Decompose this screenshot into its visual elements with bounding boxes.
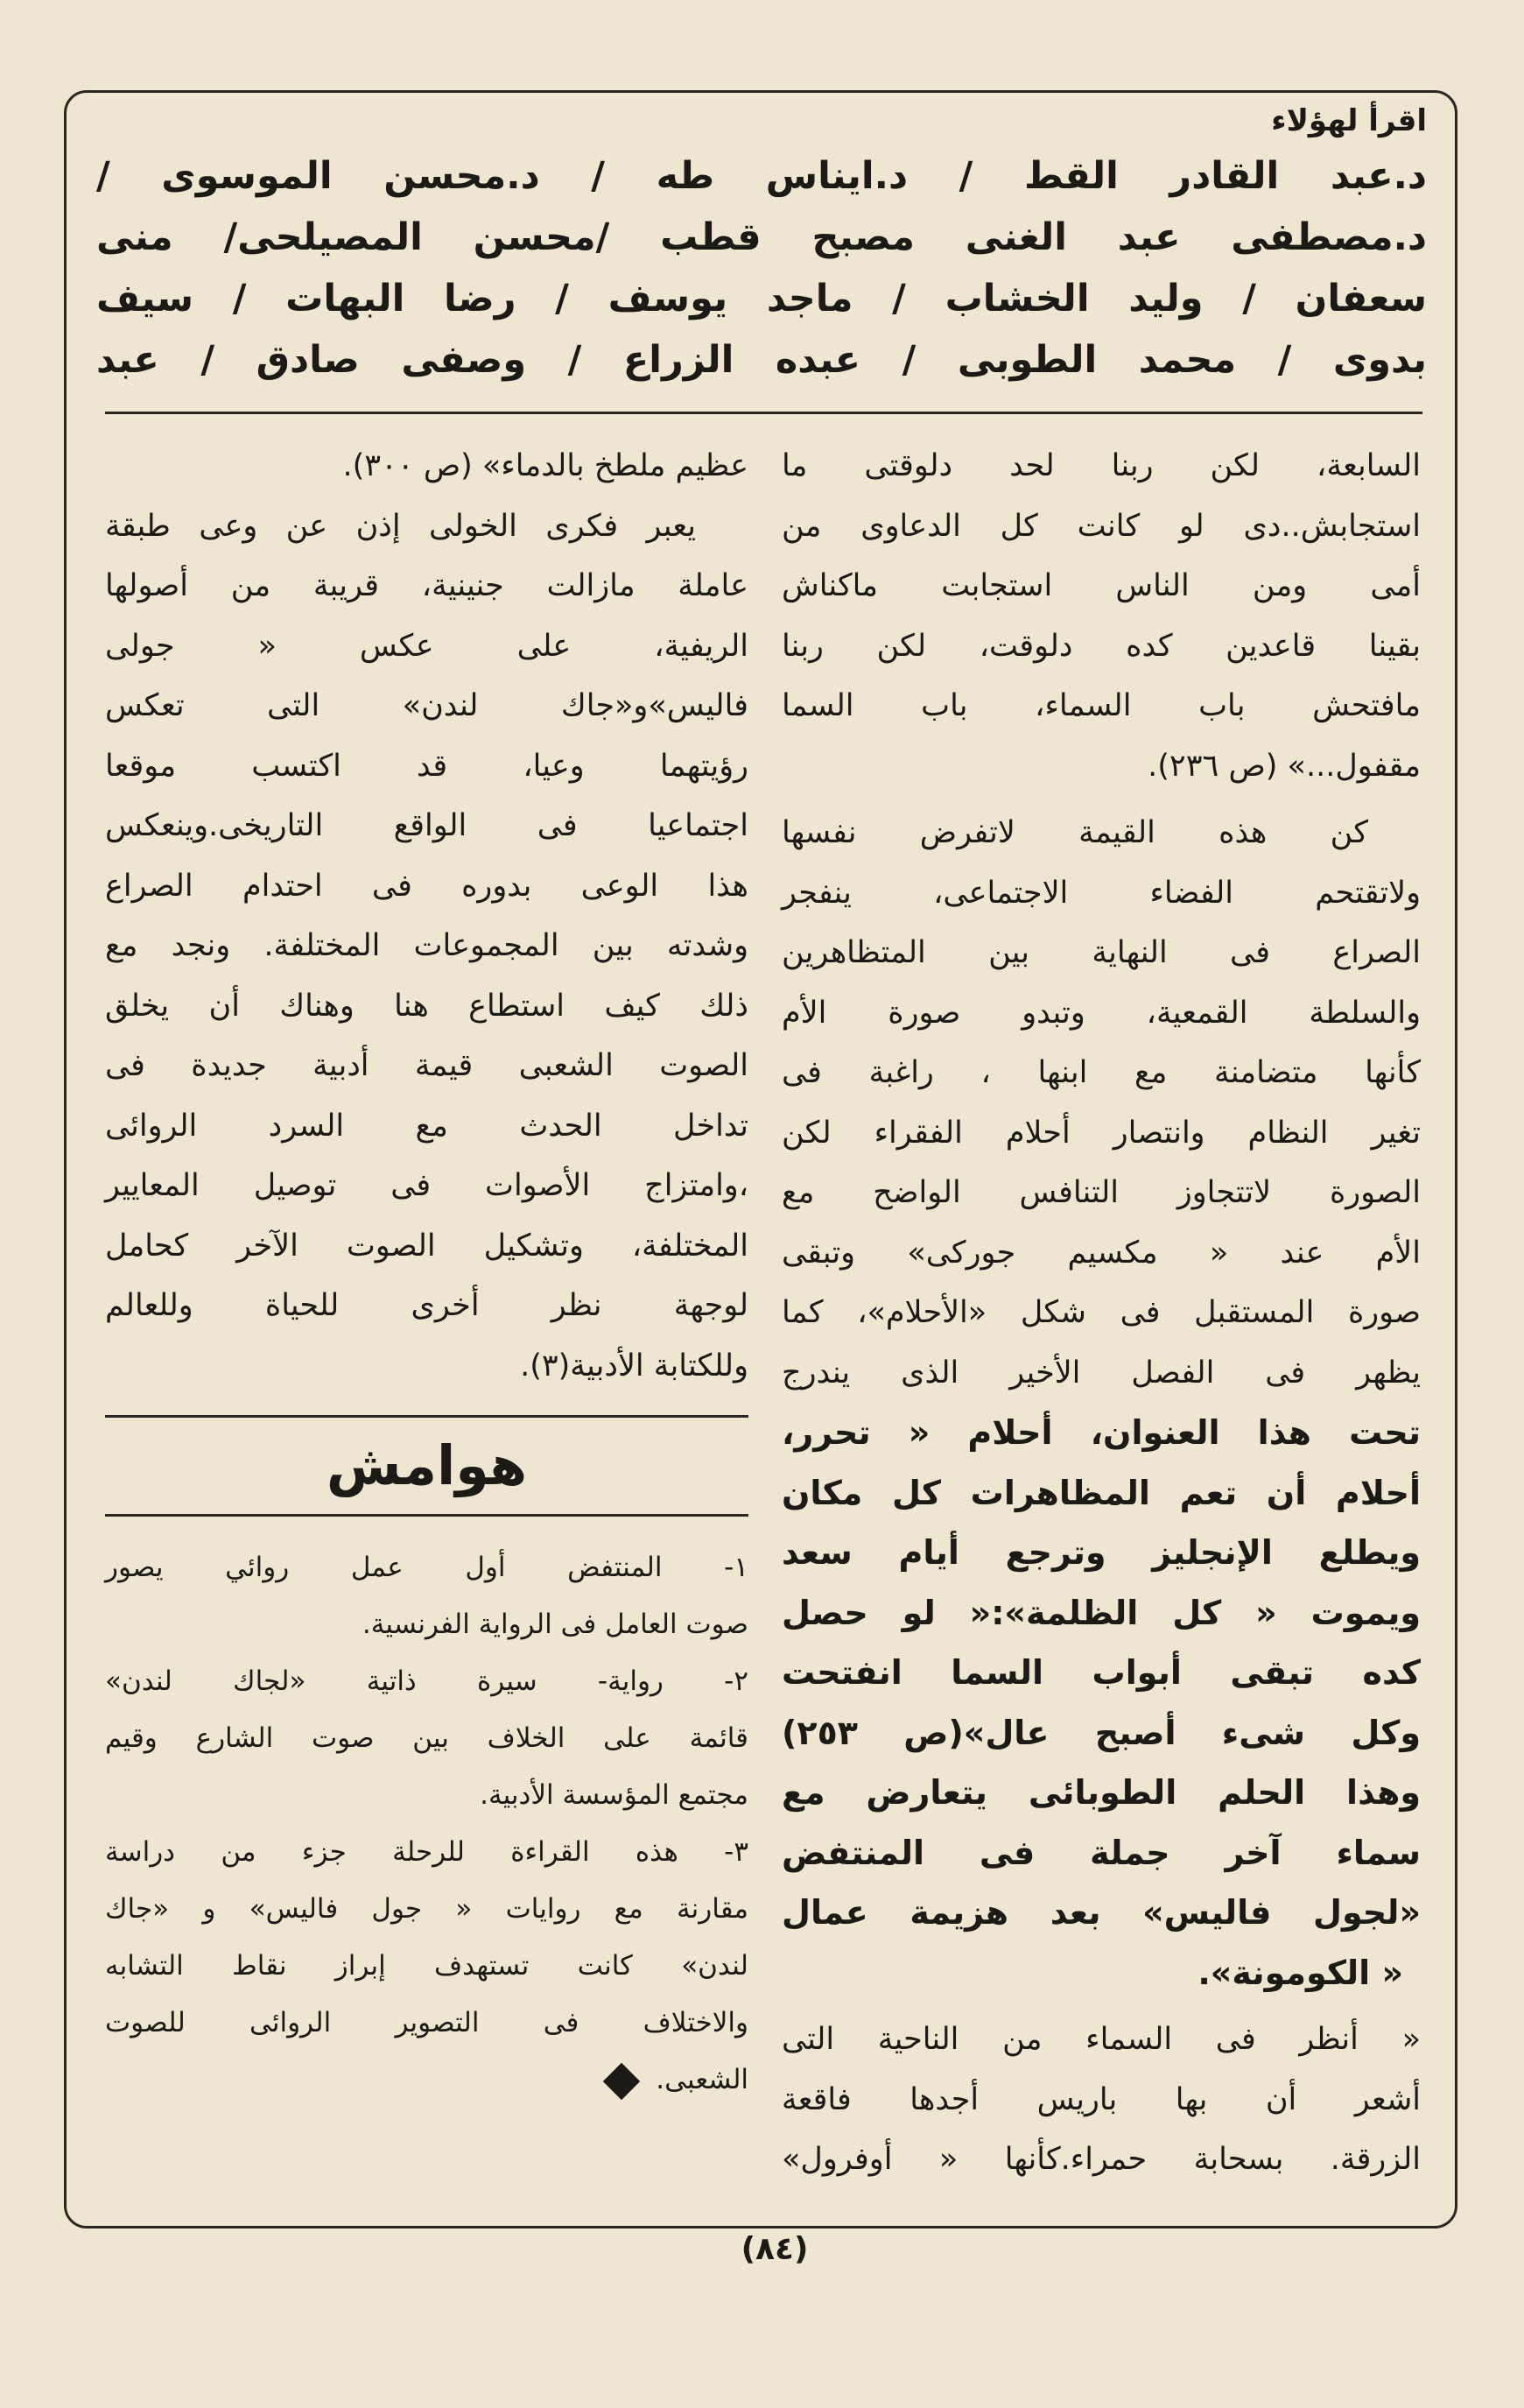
quote-line: وكل شىء أصبح عال»(ص ٢٥٣): [782, 1713, 1421, 1752]
article-column-left: [105, 436, 748, 2109]
text-line: صورة المستقبل فى شكل «الأحلام»، كما: [782, 1295, 1421, 1330]
text-line: أشعر أن بها باريس أجدها فاقعة: [782, 2081, 1421, 2117]
text-line: يعبر فكرى الخولى إذن عن وعى طبقة: [105, 508, 696, 544]
text-line: عظيم ملطخ بالدماء» (ص ٣٠٠).: [342, 448, 748, 483]
text-line: المختلفة، وتشكيل الصوت الآخر كحامل: [105, 1228, 748, 1264]
quote-line: أحلام أن تعم المظاهرات كل مكان: [782, 1473, 1421, 1512]
text-line: يظهر فى الفصل الأخير الذى يندرج: [782, 1355, 1421, 1391]
text-line: هذا الوعى بدوره فى احتدام الصراع: [105, 868, 748, 904]
banner-line: د.عبد القادر القط / د.ايناس طه / د.محسن الموسوى /: [96, 154, 1427, 198]
text-line: السابعة، لكن ربنا لحد دلوقتى ما: [782, 448, 1421, 483]
text-line: الريفية، على عكس « جولى: [105, 628, 748, 664]
footnote-line: لندن» كانت تستهدف إبراز نقاط التشابه: [105, 1950, 748, 1982]
text-line: عاملة مازالت جنينية، قريبة من أصولها: [105, 568, 748, 603]
text-line: رؤيتهما وعيا، قد اكتسب موقعا: [105, 748, 748, 784]
banner-read-these: [96, 103, 1427, 410]
quote-line: ويموت « كل الظلمة»:« لو حصل: [782, 1593, 1421, 1632]
article-column-right: [782, 436, 1421, 2190]
quote-line: كده تبقى أبواب السما انفتحت: [782, 1653, 1421, 1692]
text-line: ولاتقتحم الفضاء الاجتماعى، ينفجر: [782, 875, 1421, 911]
text-line: ،وامتزاج الأصوات فى توصيل المعايير: [105, 1168, 748, 1203]
text-line: اجتماعيا فى الواقع التاريخى.وينعكس: [105, 808, 748, 843]
footnote-text: الشعبى.: [656, 2064, 748, 2095]
text-line: فاليس»و«جاك لندن» التى تعكس: [105, 688, 748, 723]
text-line: وللكتابة الأدبية(٣).: [520, 1348, 748, 1384]
text-line: وشدته بين المجموعات المختلفة. ونجد مع: [105, 928, 748, 963]
banner-divider: [105, 412, 1422, 414]
quote-line: « الكومونة».: [1197, 1953, 1403, 1992]
banner-line: د.مصطفى عبد الغنى مصبح قطب /محسن المصيلحى/ منى: [96, 215, 1427, 259]
footnote-line: ٣- هذه القراءة للرحلة جزء من دراسة: [105, 1836, 748, 1868]
text-line: الصورة لاتتجاوز التنافس الواضح مع: [782, 1175, 1421, 1210]
banner-line: سعفان / وليد الخشاب / ماجد يوسف / رضا البهات / سيف: [96, 277, 1427, 320]
quote-line: وهذا الحلم الطوبائى يتعارض مع: [782, 1773, 1421, 1812]
footnote-last-line: [105, 2052, 748, 2109]
text-line: الزرقة. بسحابة حمراء.كأنها « أوفرول»: [782, 2142, 1421, 2177]
text-line: كأنها متضامنة مع ابنها ، راغبة فى: [782, 1055, 1421, 1090]
footnote-line: ٢- رواية- سيرة ذاتية «لجاك لندن»: [105, 1665, 748, 1697]
footnote-line: صوت العامل فى الرواية الفرنسية.: [362, 1609, 748, 1640]
text-line: مافتحش باب السماء، باب السما: [782, 688, 1421, 723]
text-line: لوجهة نظر أخرى للحياة وللعالم: [105, 1288, 748, 1323]
end-of-article-diamond-icon: [603, 2062, 640, 2099]
page-number: (٨٤): [741, 2231, 809, 2267]
footnote-line: مجتمع المؤسسة الأدبية.: [480, 1779, 748, 1811]
text-line: « أنظر فى السماء من الناحية التى: [782, 2022, 1421, 2057]
banner-line: بدوى / محمد الطوبى / عبده الزراع / وصفى صادق / عبد: [96, 338, 1427, 382]
footnote-line: قائمة على الخلاف بين صوت الشارع وقيم: [105, 1722, 748, 1754]
text-line: والسلطة القمعية، وتبدو صورة الأم: [782, 995, 1421, 1031]
footnote-line: مقارنة مع روايات « جول فاليس» و «جاك: [105, 1893, 748, 1925]
quote-line: ويطلع الإنجليز وترجع أيام سعد: [782, 1533, 1421, 1572]
text-line: الصوت الشعبى قيمة أدبية جديدة فى: [105, 1048, 748, 1083]
footnote-line: ١- المنتفض أول عمل روائي يصور: [105, 1552, 748, 1583]
quote-line: سماء آخر جملة فى المنتفض: [782, 1833, 1421, 1872]
text-line: بقينا قاعدين كده دلوقت، لكن ربنا: [782, 628, 1421, 664]
text-line: الصراع فى النهاية بين المتظاهرين: [782, 935, 1421, 970]
text-line: تداخل الحدث مع السرد الروائى: [105, 1108, 748, 1144]
text-line: تغير النظام وانتصار أحلام الفقراء لكن: [782, 1115, 1421, 1151]
text-line: كن هذه القيمة لاتفرض نفسها: [782, 815, 1368, 850]
text-line: أمى ومن الناس استجابت ماكناش: [782, 568, 1421, 603]
quote-line: تحت هذا العنوان، أحلام « تحرر،: [782, 1413, 1421, 1452]
quote-line: «لجول فاليس» بعد هزيمة عمال: [782, 1893, 1421, 1932]
footnote-line: والاختلاف فى التصوير الروائى للصوت: [105, 2007, 748, 2038]
notes-heading: هوامش: [326, 1433, 528, 1497]
text-line: ذلك كيف استطاع هنا وهناك أن يخلق: [105, 988, 748, 1024]
banner-title: اقرأ لهؤلاء: [1271, 103, 1427, 138]
text-line: استجابش..دى لو كانت كل الدعاوى من: [782, 508, 1421, 544]
text-line: مقفول...» (ص ٢٣٦).: [1148, 748, 1421, 784]
text-line: الأم عند « مكسيم جوركى» وتبقى: [782, 1235, 1421, 1271]
